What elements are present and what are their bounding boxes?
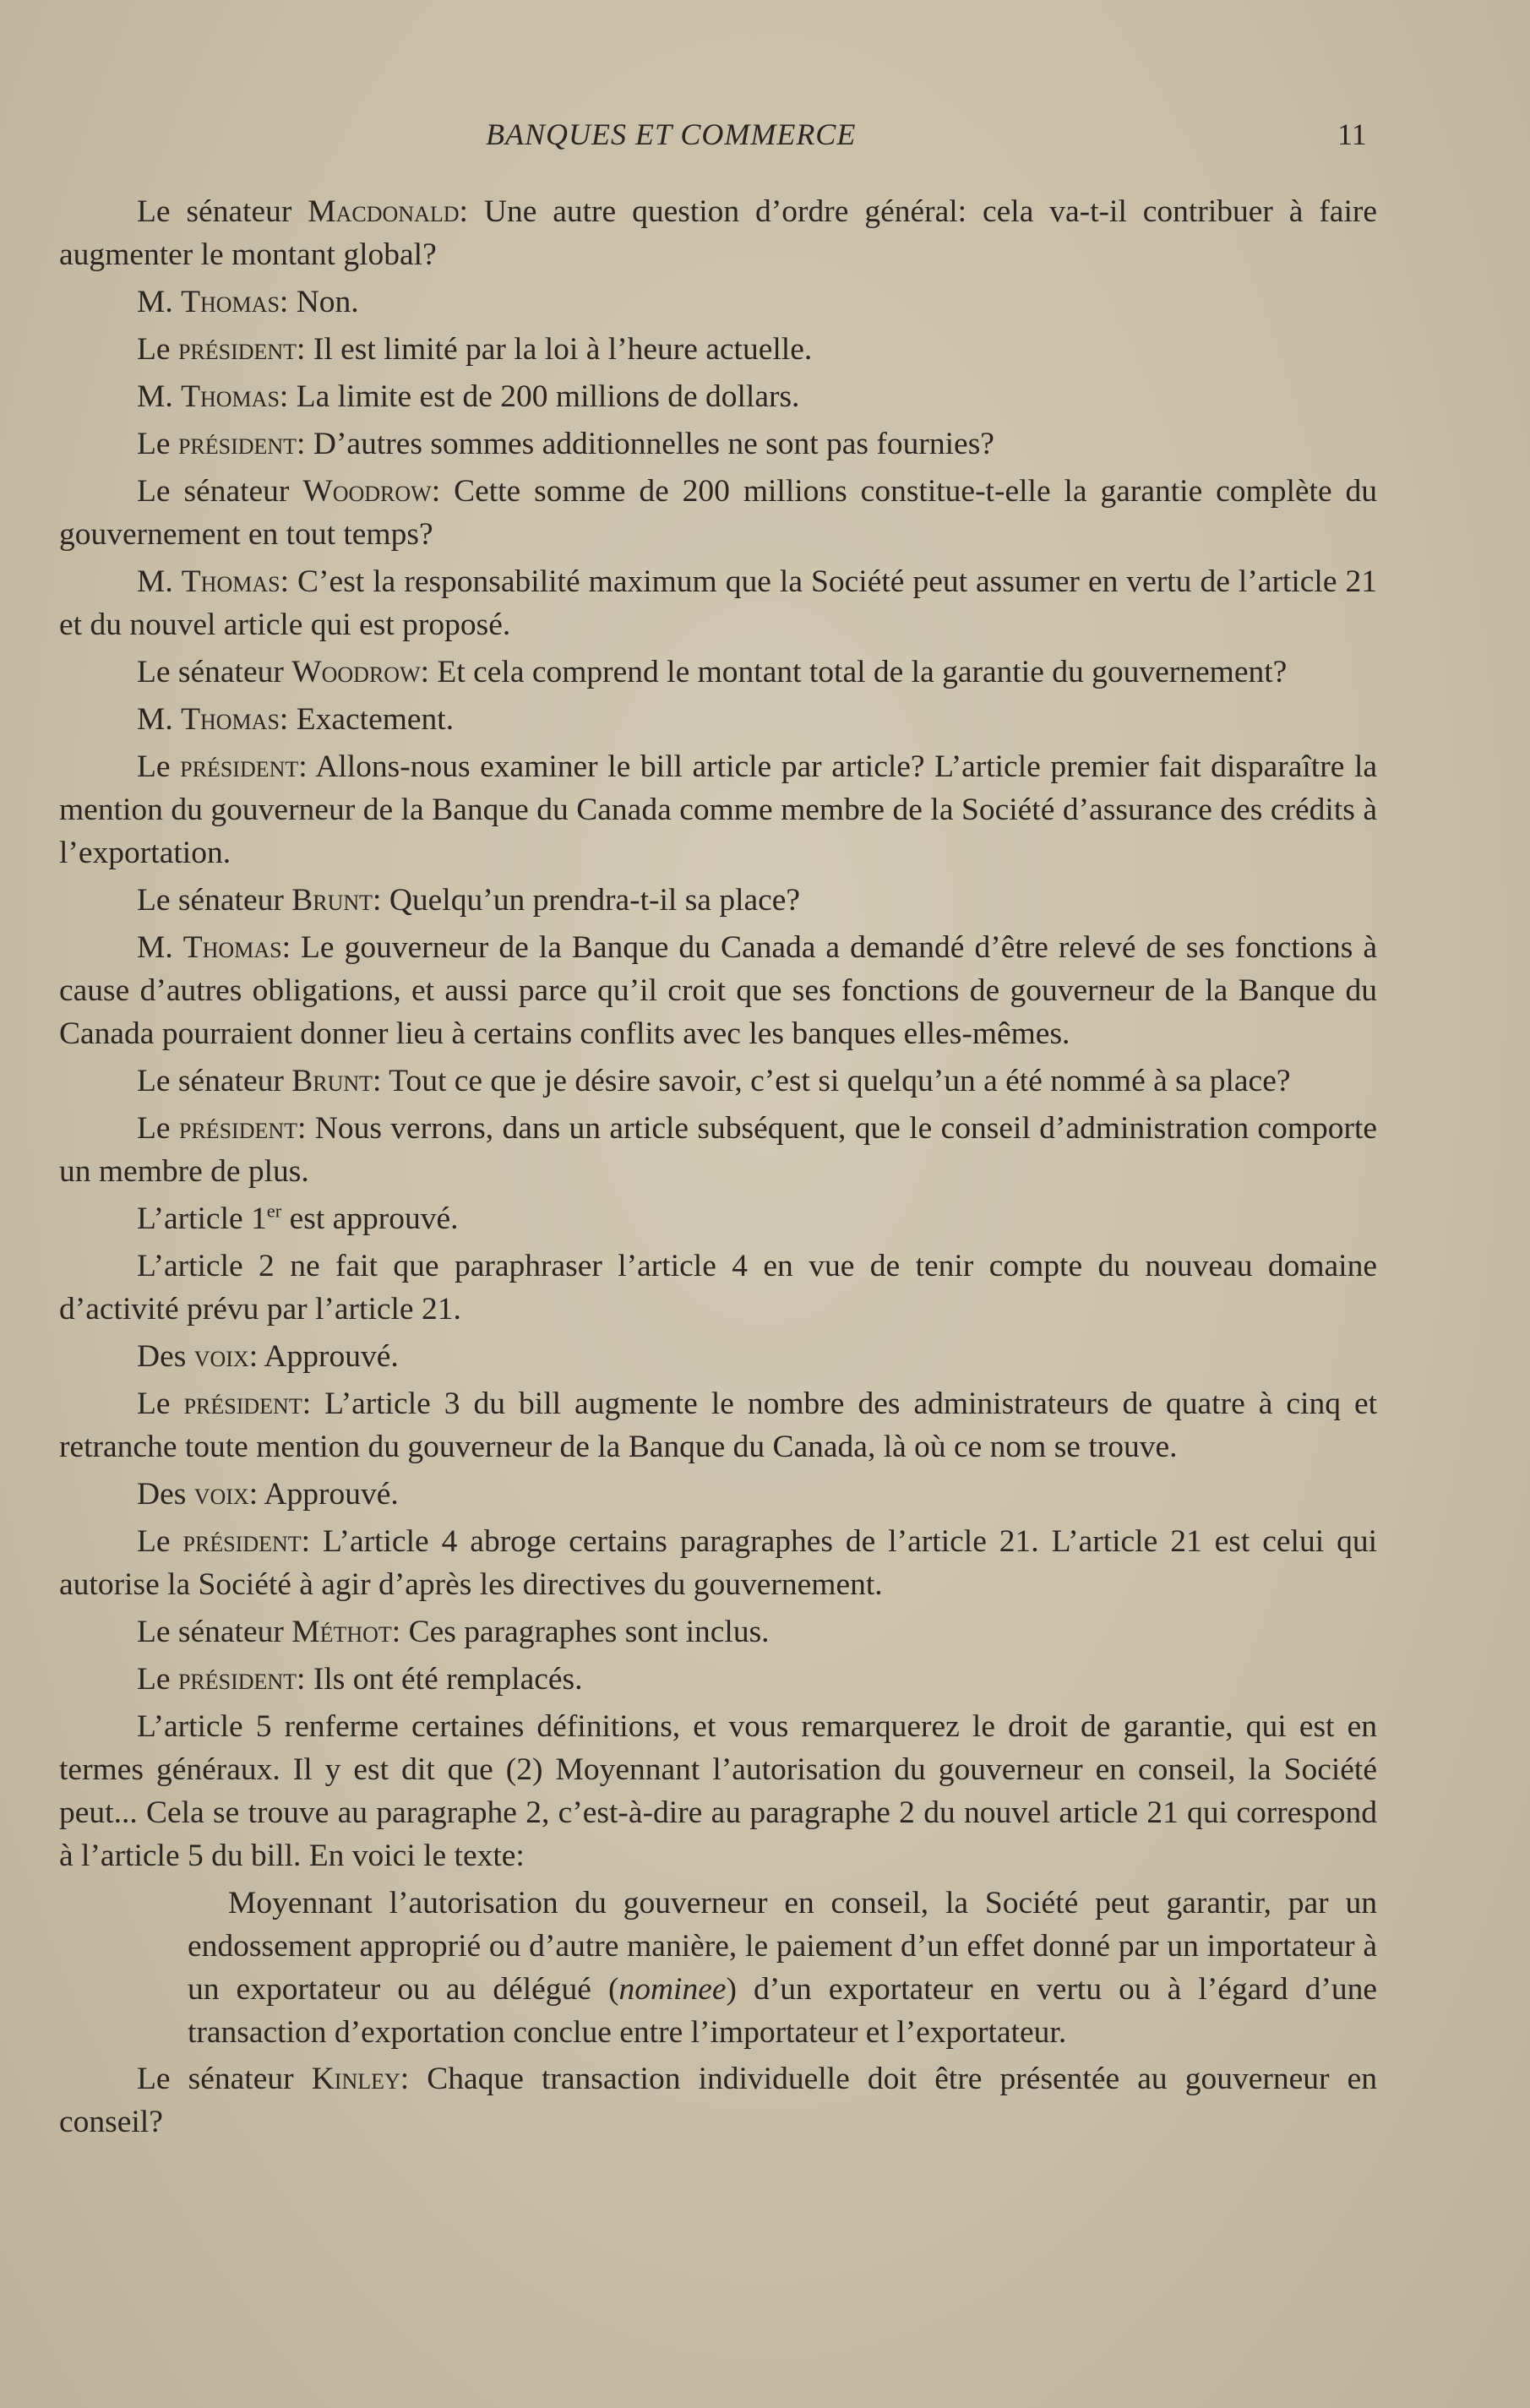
speaker-name: Woodrow: <box>302 474 441 509</box>
page-number: 11 <box>1337 117 1367 151</box>
speaker-lead: Des <box>137 1339 187 1374</box>
paragraph <box>59 879 1377 922</box>
paragraph <box>59 1705 1377 1877</box>
speaker-name: Thomas: <box>181 564 289 599</box>
running-title: BANQUES ET COMMERCE <box>486 117 857 151</box>
speaker-name: Brunt: <box>291 1064 382 1098</box>
paragraph-text: Quelqu’un prendra-t-il sa place? <box>389 883 801 918</box>
paragraph-text: Approuvé. <box>264 1339 399 1374</box>
speaker-name: voix: <box>193 1339 259 1374</box>
paragraph-text: Exactement. <box>296 702 455 737</box>
speaker-name: président: <box>178 1111 307 1146</box>
speaker-lead: Le sénateur <box>137 1064 284 1098</box>
paragraph <box>59 190 1377 276</box>
paragraph <box>59 698 1377 741</box>
speaker-lead: Le sénateur <box>137 194 292 229</box>
paragraph <box>59 1107 1377 1193</box>
speaker-name: Thomas: <box>182 930 291 965</box>
superscript: er <box>266 1200 282 1222</box>
speaker-name: Macdonald: <box>308 194 468 229</box>
paragraph <box>59 1520 1377 1606</box>
speaker-name: président: <box>177 332 306 367</box>
paragraph <box>59 281 1377 324</box>
speaker-name: Thomas: <box>181 702 289 737</box>
paragraph <box>59 1658 1377 1701</box>
speaker-name: président: <box>177 427 306 461</box>
paragraph-text: Ces paragraphes sont inclus. <box>408 1615 770 1649</box>
paragraph-text: Ils ont été remplacés. <box>313 1662 583 1697</box>
paragraph-text: Le gouverneur de la Banque du Canada a demandé d’être relevé de ses fonctions à cause d’autres obligations, et aussi parce qu’il croit que ses fonctions de gouverneur de la Banque du Canada pourraient donner lieu à certains conflits avec les banques elles-mêmes. <box>59 930 1378 1051</box>
article-label: L’article 1 <box>137 1201 267 1236</box>
speaker-lead: M. <box>137 285 173 319</box>
paragraph <box>59 1335 1377 1378</box>
paragraph-text: Cette somme de 200 millions constitue-t-elle la garantie complète du gouvernement en tout temps? <box>59 474 1378 552</box>
speaker-lead: Le <box>137 1111 171 1146</box>
dialogue-part-2 <box>59 1245 1377 1877</box>
speaker-lead: M. <box>137 930 173 965</box>
speaker-lead: Le sénateur <box>137 655 284 689</box>
paragraph <box>59 2057 1377 2144</box>
paragraph-text: Chaque transaction individuelle doit être présentée au gouverneur en conseil? <box>59 2062 1378 2139</box>
speaker-lead: M. <box>137 379 173 414</box>
italic-term: nominee <box>618 1972 727 2007</box>
paragraph-text: Une autre question d’ordre général: cela va-t-il contribuer à faire augmenter le montant global? <box>59 194 1377 272</box>
paragraph-text: Il est limité par la loi à l’heure actuelle. <box>313 332 813 367</box>
paragraph-text: Nous verrons, dans un article subséquent, que le conseil d’administration comporte un membre de plus. <box>59 1111 1378 1189</box>
speaker-lead: M. <box>137 564 173 599</box>
dialogue-part-1 <box>59 190 1377 1193</box>
speaker-lead: M. <box>137 702 173 737</box>
speaker-name: président: <box>183 1387 312 1421</box>
quoted-text: Moyennant l’autorisation du gouverneur en conseil, la Société peut garantir, par un endossement approprié ou d’autre manière, le paiement d’un effet donné par un importateur à un exportateur ou au délégué (nominee) d’un exportateur en vertu ou à l’égard d’une transaction d’exportation conclue entre l’importateur et l’exportateur. <box>188 1886 1377 2050</box>
article-status: est approuvé. <box>281 1201 459 1236</box>
speaker-lead: Le sénateur <box>137 883 284 918</box>
paragraph-text: Et cela comprend le montant total de la garantie du gouvernement? <box>437 655 1288 689</box>
paragraph-text: Allons-nous examiner le bill article par article? L’article premier fait disparaître la mention du gouverneur de la Banque du Canada comme membre de la Société d’assurance des crédits à l’exportation. <box>59 749 1378 870</box>
paragraph-text: L’article 5 renferme certaines définitions, et vous remarquerez le droit de garantie, qui est en termes généraux. Il y est dit que (2) Moyennant l’autorisation du gouverneur en conseil, la Société peut... Cela se trouve au paragraphe 2, c’est-à-dire au paragraphe 2 du nouvel article 21 qui correspond à l’article 5 du bill. En voici le texte: <box>59 1709 1377 1873</box>
paragraph <box>59 560 1377 646</box>
speaker-name: Méthot: <box>291 1615 401 1649</box>
paragraph <box>59 375 1377 418</box>
paragraph <box>59 1610 1377 1653</box>
page-header <box>0 117 1530 159</box>
paragraph-text: Non. <box>296 285 359 319</box>
speaker-lead: Le sénateur <box>137 2062 294 2096</box>
speaker-lead: Le <box>137 1524 171 1559</box>
paragraph-text: L’article 2 ne fait que paraphraser l’article 4 en vue de tenir compte du nouveau domaine d’activité prévu par l’article 21. <box>59 1249 1377 1327</box>
paragraph <box>59 422 1377 466</box>
speaker-lead: Des <box>137 1477 187 1512</box>
paragraph-text: L’article 3 du bill augmente le nombre des administrateurs de quatre à cinq et retranche toute mention du gouverneur de la Banque du Canada, là où ce nom se trouve. <box>59 1387 1378 1464</box>
paragraph <box>59 651 1377 694</box>
speaker-name: Brunt: <box>291 883 382 918</box>
speaker-name: voix: <box>193 1477 259 1512</box>
paragraph <box>59 1197 1377 1240</box>
speaker-lead: Le <box>137 749 171 784</box>
speaker-lead: Le sénateur <box>137 474 290 509</box>
paragraph <box>59 745 1377 874</box>
paragraph <box>59 1245 1377 1331</box>
speaker-lead: Le <box>137 332 171 367</box>
speaker-name: Thomas: <box>181 379 289 414</box>
page-body <box>59 190 1377 2148</box>
speaker-name: président: <box>182 1524 311 1559</box>
paragraph <box>59 470 1377 556</box>
paragraph-text: Approuvé. <box>264 1477 399 1512</box>
speaker-name: Thomas: <box>181 285 289 319</box>
paragraph <box>59 1473 1377 1516</box>
paragraph <box>59 926 1377 1055</box>
speaker-lead: Le <box>137 1387 171 1421</box>
speaker-lead: Le sénateur <box>137 1615 284 1649</box>
speaker-name: Woodrow: <box>291 655 430 689</box>
paragraph <box>59 1060 1377 1103</box>
speaker-name: président: <box>180 749 308 784</box>
paragraph <box>59 328 1377 371</box>
paragraph-text: Tout ce que je désire savoir, c’est si quelqu’un a été nommé à sa place? <box>389 1064 1291 1098</box>
paragraph-text: L’article 4 abroge certains paragraphes de l’article 21. L’article 21 est celui qui autorise la Société à agir d’après les directives du gouvernement. <box>59 1524 1377 1602</box>
speaker-name: président: <box>177 1662 306 1697</box>
speaker-lead: Le <box>137 427 171 461</box>
paragraph-text: La limite est de 200 millions de dollars. <box>296 379 800 414</box>
paragraph-text: C’est la responsabilité maximum que la Société peut assumer en vertu de l’article 21 et du nouvel article qui est proposé. <box>59 564 1378 642</box>
paragraph-text: D’autres sommes additionnelles ne sont pas fournies? <box>313 427 994 461</box>
speaker-lead: Le <box>137 1662 171 1697</box>
speaker-name: Kinley: <box>311 2062 410 2096</box>
paragraph <box>59 1382 1377 1468</box>
